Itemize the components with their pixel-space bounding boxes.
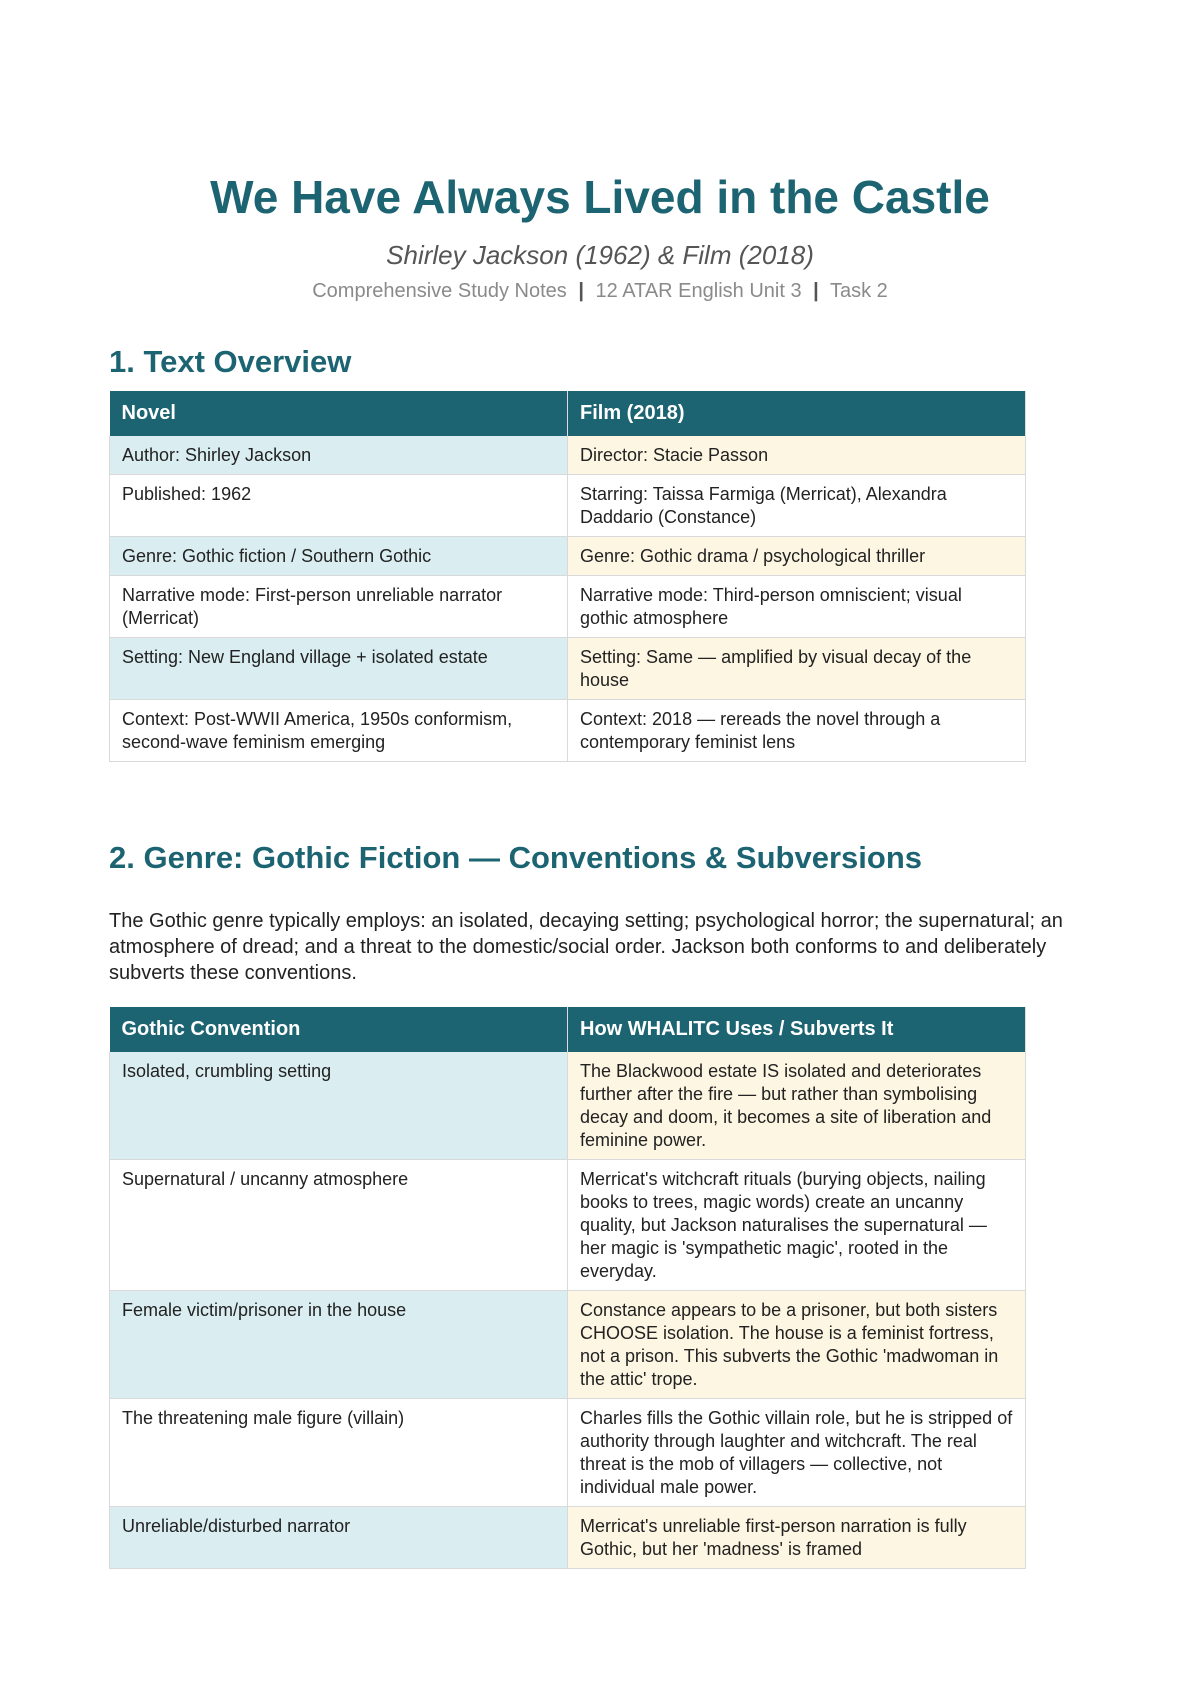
meta-item-task: Task 2 — [829, 280, 888, 302]
table-cell: Narrative mode: First-person unreliable narrator (Merricat) — [110, 576, 568, 638]
section-heading-genre: 2. Genre: Gothic Fiction — Conventions & Subversions — [109, 840, 922, 875]
column-header-usage: How WHALITC Uses / Subverts It — [568, 1007, 1026, 1052]
table-row — [110, 1507, 1026, 1569]
table-cell: Isolated, crumbling setting — [110, 1052, 568, 1160]
table-header-row — [110, 1007, 1026, 1052]
document-title: We Have Always Lived in the Castle — [210, 171, 990, 223]
table-cell: Starring: Taissa Farmiga (Merricat), Alexandra Daddario (Constance) — [568, 475, 1026, 537]
table-row — [110, 1160, 1026, 1291]
table-cell: The Blackwood estate IS isolated and deteriorates further after the fire — but rather than symbolising decay and doom, it becomes a site of liberation and feminine power. — [568, 1052, 1026, 1160]
meta-separator: | — [813, 280, 819, 302]
column-header-convention: Gothic Convention — [110, 1007, 568, 1052]
table-row — [110, 576, 1026, 638]
table-row — [110, 700, 1026, 762]
table-cell: Merricat's unreliable first-person narration is fully Gothic, but her 'madness' is framed — [568, 1507, 1026, 1569]
table-cell: Author: Shirley Jackson — [110, 436, 568, 475]
table-cell: Constance appears to be a prisoner, but both sisters CHOOSE isolation. The house is a feminist fortress, not a prison. This subverts the Gothic 'madwoman in the attic' trope. — [568, 1291, 1026, 1399]
table-cell: Context: Post-WWII America, 1950s conformism, second-wave feminism emerging — [110, 700, 568, 762]
table-cell: Genre: Gothic fiction / Southern Gothic — [110, 537, 568, 576]
table-cell: Published: 1962 — [110, 475, 568, 537]
document-subtitle: Shirley Jackson (1962) & Film (2018) — [386, 240, 814, 270]
meta-item-notes: Comprehensive Study Notes — [312, 280, 567, 302]
column-header-novel: Novel — [110, 391, 568, 436]
table-row — [110, 1052, 1026, 1160]
table-row — [110, 1399, 1026, 1507]
column-header-film: Film (2018) — [568, 391, 1026, 436]
table-cell: Merricat's witchcraft rituals (burying objects, nailing books to trees, magic words) create an uncanny quality, but Jackson naturalises the supernatural — her magic is 'sympathetic magic', rooted in the everyday. — [568, 1160, 1026, 1291]
table-row — [110, 638, 1026, 700]
text-overview-table — [109, 391, 1026, 762]
table-cell: The threatening male figure (villain) — [110, 1399, 568, 1507]
table-row — [110, 475, 1026, 537]
table-row — [110, 1291, 1026, 1399]
meta-item-course: 12 ATAR English Unit 3 — [595, 280, 802, 302]
meta-separator: | — [578, 280, 584, 302]
genre-intro-paragraph: The Gothic genre typically employs: an isolated, decaying setting; psychological horror; the supernatural; an atmosphere of dread; and a threat to the domestic/social order. Jackson both conforms to and deliberately subverts these conventions. — [109, 910, 1063, 984]
table-cell: Female victim/prisoner in the house — [110, 1291, 568, 1399]
table-cell: Unreliable/disturbed narrator — [110, 1507, 568, 1569]
table-header-row — [110, 391, 1026, 436]
table-cell: Genre: Gothic drama / psychological thriller — [568, 537, 1026, 576]
table-row — [110, 537, 1026, 576]
table-cell: Narrative mode: Third-person omniscient; visual gothic atmosphere — [568, 576, 1026, 638]
gothic-conventions-table — [109, 1007, 1026, 1569]
table-cell: Context: 2018 — rereads the novel through a contemporary feminist lens — [568, 700, 1026, 762]
table-cell: Setting: Same — amplified by visual decay of the house — [568, 638, 1026, 700]
section-heading-text-overview: 1. Text Overview — [109, 344, 352, 379]
table-cell: Setting: New England village + isolated estate — [110, 638, 568, 700]
table-cell: Charles fills the Gothic villain role, but he is stripped of authority through laughter and witchcraft. The real threat is the mob of villagers — collective, not individual male power. — [568, 1399, 1026, 1507]
document-meta-line — [0, 280, 1200, 303]
table-cell: Supernatural / uncanny atmosphere — [110, 1160, 568, 1291]
table-cell: Director: Stacie Passon — [568, 436, 1026, 475]
table-row — [110, 436, 1026, 475]
